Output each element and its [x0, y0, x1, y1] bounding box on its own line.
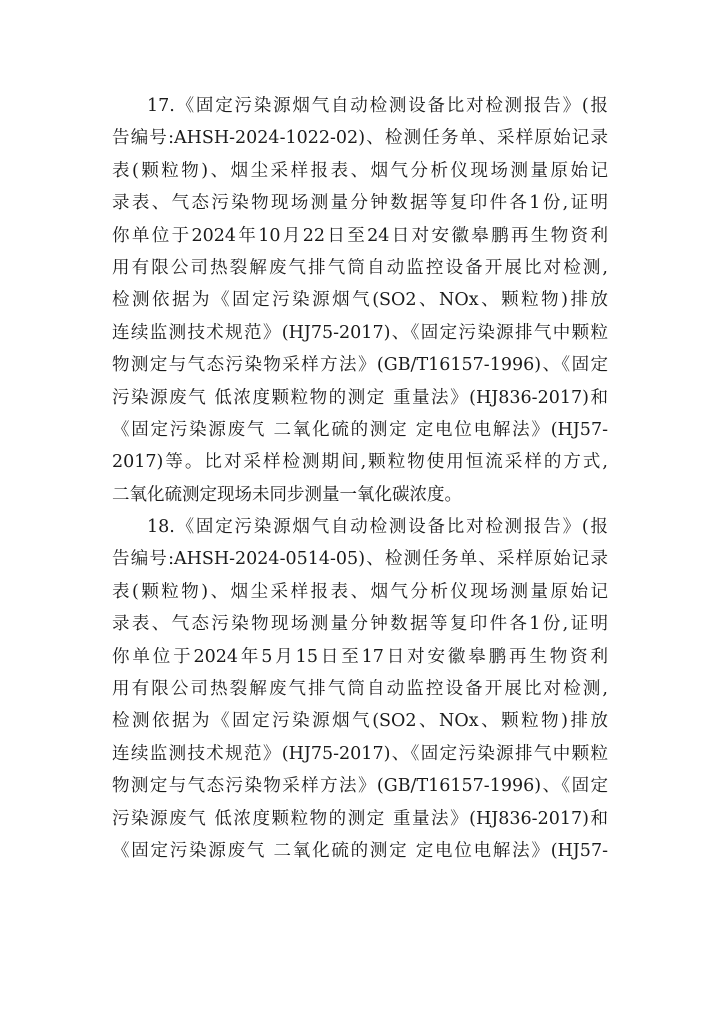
- text-line: 物测定与气态污染物采样方法》(GB/T16157-1996)、《固定: [112, 355, 608, 376]
- text-line: 《固定污染源废气 二氧化硫的测定 定电位电解法》(HJ57-: [112, 840, 608, 861]
- text-line: 连续监测技术规范》(HJ75-2017)、《固定污染源排气中颗粒: [112, 743, 608, 764]
- text-line: 物测定与气态污染物采样方法》(GB/T16157-1996)、《固定: [112, 776, 608, 797]
- text-line: 表(颗粒物)、烟尘采样报表、烟气分析仪现场测量原始记: [112, 160, 608, 181]
- text-line: 录表、气态污染物现场测量分钟数据等复印件各1份,证明: [112, 614, 608, 635]
- text-line: 检测依据为《固定污染源烟气(SO2、NOx、颗粒物)排放: [112, 711, 608, 732]
- text-line: 18.《固定污染源烟气自动检测设备比对检测报告》(报: [147, 517, 608, 538]
- text-line: 录表、气态污染物现场测量分钟数据等复印件各1份,证明: [112, 193, 608, 214]
- text-line: 《固定污染源废气 二氧化硫的测定 定电位电解法》(HJ57-: [112, 419, 608, 440]
- text-line: 污染源废气 低浓度颗粒物的测定 重量法》(HJ836-2017)和: [112, 387, 608, 408]
- text-line: 污染源废气 低浓度颗粒物的测定 重量法》(HJ836-2017)和: [112, 808, 608, 829]
- paragraph-18: [112, 511, 608, 867]
- text-line: 二氧化硫测定现场未同步测量一氧化碳浓度。: [112, 484, 462, 505]
- text-line: 你单位于2024年5月15日至17日对安徽皋鹏再生物资利: [112, 646, 608, 667]
- text-line: 告编号:AHSH-2024-1022-02)、检测任务单、采样原始记录: [112, 128, 608, 149]
- text-line: 连续监测技术规范》(HJ75-2017)、《固定污染源排气中颗粒: [112, 322, 608, 343]
- text-line: 用有限公司热裂解废气排气筒自动监控设备开展比对检测,: [112, 257, 608, 278]
- paragraph-17: [112, 90, 608, 511]
- text-line: 用有限公司热裂解废气排气筒自动监控设备开展比对检测,: [112, 679, 608, 700]
- text-line: 17.《固定污染源烟气自动检测设备比对检测报告》(报: [147, 96, 608, 116]
- text-line: 你单位于2024年10月22日至24日对安徽皋鹏再生物资利: [112, 225, 608, 246]
- document-body: [112, 90, 608, 867]
- text-line: 告编号:AHSH-2024-0514-05)、检测任务单、采样原始记录: [112, 549, 608, 570]
- text-line: 2017)等。比对采样检测期间,颗粒物使用恒流采样的方式,: [112, 452, 608, 473]
- text-line: 表(颗粒物)、烟尘采样报表、烟气分析仪现场测量原始记: [112, 581, 608, 602]
- text-line: 检测依据为《固定污染源烟气(SO2、NOx、颗粒物)排放: [112, 290, 608, 311]
